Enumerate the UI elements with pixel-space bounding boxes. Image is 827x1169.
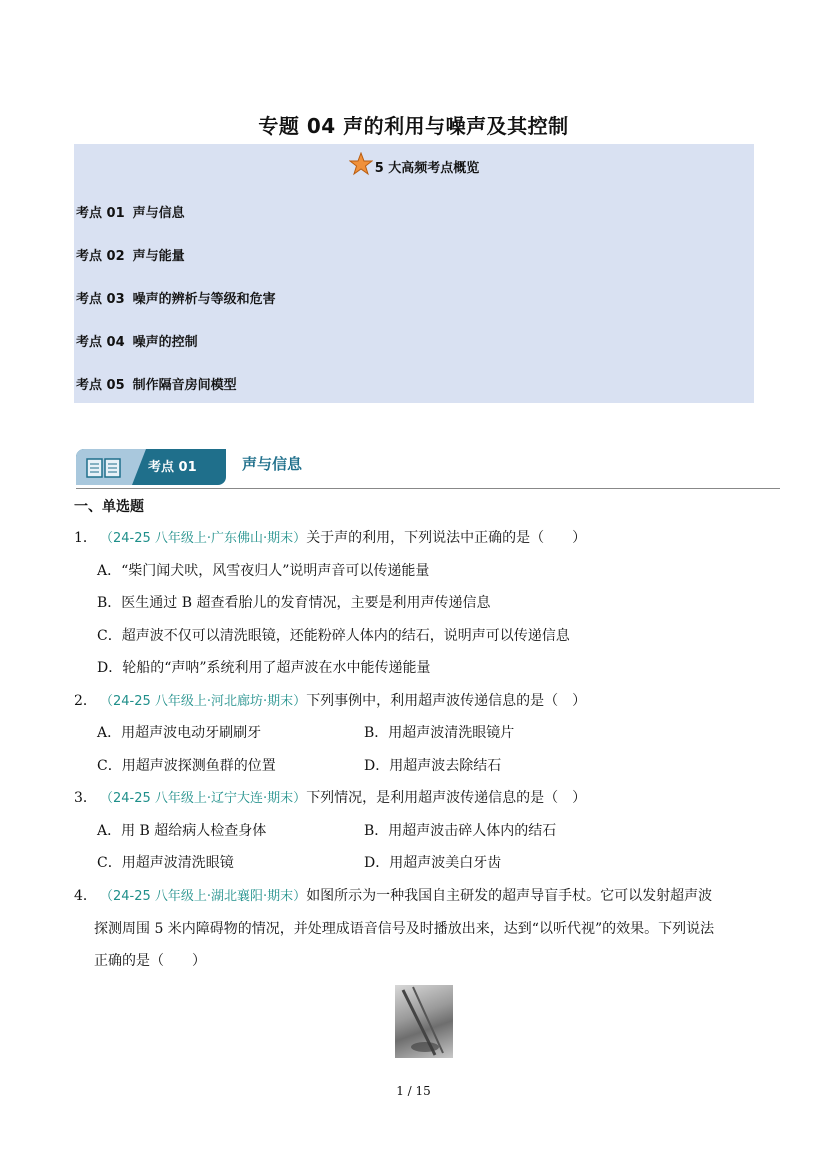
option: D．用超声波去除结石 (364, 758, 502, 774)
question-source: （24-25 八年级上·湖北襄阳·期末） (100, 889, 307, 904)
option: A．“柴门闻犬吠，风雪夜归人”说明声音可以传递能量 (97, 563, 430, 579)
question-stem (74, 685, 774, 718)
option: C．用超声波清洗眼镜 (97, 855, 234, 871)
question-line: 正确的是（ ） (94, 953, 206, 969)
option: B．医生通过 B 超查看胎儿的发育情况，主要是利用声传递信息 (97, 595, 491, 611)
question-number: 3． (74, 790, 97, 806)
question-source: （24-25 八年级上·广东佛山·期末） (100, 531, 307, 546)
question-stem (74, 522, 774, 555)
overview-item-text: 制作隔音房间模型 (132, 378, 237, 393)
section-divider (76, 488, 780, 489)
option: B．用超声波击碎人体内的结石 (364, 823, 557, 839)
overview-heading (74, 152, 754, 185)
overview-item-code: 考点 04 (76, 335, 125, 350)
document-title: 专题 04 声的利用与噪声及其控制 (258, 114, 569, 138)
option: A．用超声波电动牙刷刷牙 (97, 725, 262, 741)
question-source: （24-25 八年级上·辽宁大连·期末） (100, 791, 307, 806)
question-text: 关于声的利用，下列说法中正确的是（ ） (306, 530, 587, 546)
option: B．用超声波清洗眼镜片 (364, 725, 515, 741)
overview-item-text: 噪声的控制 (132, 335, 198, 350)
question-stem (74, 782, 774, 815)
question-line (74, 880, 774, 913)
overview-item-text: 声与信息 (132, 206, 185, 221)
overview-item (76, 202, 185, 221)
page-number: 1 / 15 (396, 1084, 431, 1098)
option: C．用超声波探测鱼群的位置 (97, 758, 276, 774)
star-icon (349, 152, 373, 185)
option: D．轮船的“声呐”系统利用了超声波在水中能传递能量 (97, 660, 431, 676)
question-number: 1． (74, 530, 97, 546)
overview-item-code: 考点 05 (76, 378, 125, 393)
question-number: 2． (74, 693, 97, 709)
overview-item-text: 噪声的辨析与等级和危害 (132, 292, 276, 307)
option: D．用超声波美白牙齿 (364, 855, 502, 871)
question-text: 下列情况，是利用超声波传递信息的是（ ） (306, 790, 587, 806)
overview-box (74, 144, 754, 403)
overview-item (76, 288, 276, 307)
overview-item (76, 374, 237, 393)
overview-item-code: 考点 03 (76, 292, 125, 307)
overview-item-code: 考点 01 (76, 206, 125, 221)
question-number: 4． (74, 888, 97, 904)
question-line: 探测周围 5 米内障碍物的情况，并处理成语音信号及时播放出来，达到“以听代视”的效果。下列说法 (94, 921, 715, 937)
question-type-heading: 一、单选题 (74, 499, 144, 515)
question-stem (74, 880, 774, 977)
section-title: 声与信息 (242, 455, 303, 473)
option: C．超声波不仅可以清洗眼镜，还能粉碎人体内的结石，说明声可以传递信息 (97, 628, 570, 644)
question-text: 如图所示为一种我国自主研发的超声导盲手杖。它可以发射超声波 (306, 888, 713, 904)
section-tab-label: 考点 01 (148, 460, 197, 475)
question-text: 下列事例中，利用超声波传递信息的是（ ） (306, 693, 587, 709)
overview-item (76, 331, 198, 350)
section-header (76, 446, 780, 490)
overview-item-text: 声与能量 (132, 249, 185, 264)
overview-heading-text: 5 大高频考点概览 (374, 161, 480, 176)
book-icon (86, 458, 122, 482)
overview-item (76, 245, 185, 264)
option: A．用 B 超给病人检查身体 (97, 823, 267, 839)
question-source: （24-25 八年级上·河北廊坊·期末） (100, 694, 307, 709)
guide-cane-photo (395, 985, 453, 1058)
overview-item-code: 考点 02 (76, 249, 125, 264)
